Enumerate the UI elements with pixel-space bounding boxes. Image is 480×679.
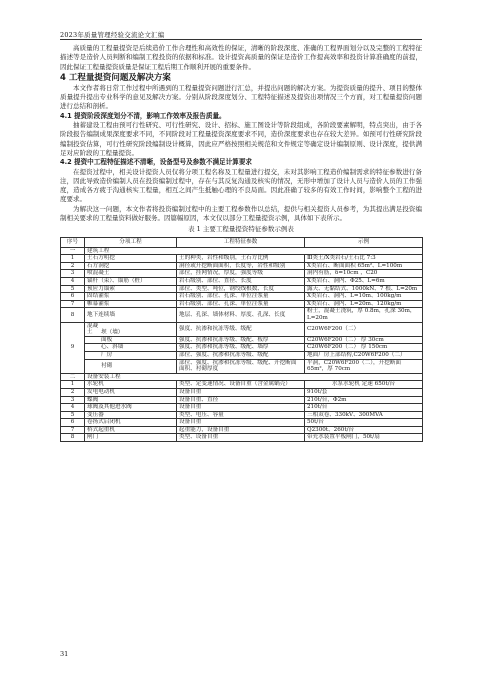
row-number: 3 (61, 396, 85, 404)
row-example: 210t/台 (305, 404, 423, 412)
row-number: 二 (61, 373, 85, 381)
table-row (61, 373, 423, 381)
subsection-heading-4-1: 4.1 提资阶段深度划分不清，影响工作效率及报告质量。 (60, 111, 226, 120)
row-param: 起重能力，设备自重 (177, 426, 305, 434)
table-row (61, 247, 423, 255)
table-row (61, 388, 423, 396)
row-item: 土石方明挖 (85, 255, 177, 263)
row-example: Ⅹ类岩石、洞内、Φ25、L=6m (305, 278, 423, 286)
row-item: 设备安装工程 (85, 373, 423, 381)
paragraph-1: 高质量的工程量提资是后续造价工作合理性和高效性的保证，清晰的阶段深度、准确的工程界面划分以及完整的工程特征描述等是造价人员判断和编制工程投资的依据和标准。设计提资高质量的保证是造价工作提高效率和投资计算准确度的前提，因此保证工程量提资质量是保证工程后期工作顺利开展的重要条件。 (60, 44, 422, 71)
row-example: 露天、无黏结式、1000kN、7 根、L=20m (305, 285, 423, 293)
table-row (61, 419, 423, 427)
table-title: 表 1 主要工程量提资特征参数示例表 (188, 225, 294, 234)
table-row (61, 396, 423, 404)
table-row (61, 344, 423, 352)
row-number: 2 (61, 262, 85, 270)
row-param: 部位、类型、吨位，钢绞线根数、长度 (177, 285, 305, 293)
row-example: C20W6F200（二） 厚 150cm (305, 344, 423, 352)
row-number: 7 (61, 426, 85, 434)
row-example: 平洞，C20W6F200（二），开挖断面 65m²，厚 70cm (305, 359, 423, 373)
row-item: 衬砌 (85, 359, 177, 373)
paragraph-5: 为解决这一问题，本文作者将投资编制过程中的主要工程参数作以总结，提供与相关提资人员参考，为其提出满足投资编制相关要求的工程量资料做好服务。因篇幅原因，本文仅以部分工程量提资示例，具体如下表所示。 (60, 204, 422, 223)
table-row (61, 351, 423, 359)
row-number: 6 (61, 293, 85, 301)
row-number: 6 (61, 419, 85, 427)
row-item: 预应力锚索 (85, 285, 177, 293)
table-row (61, 270, 423, 278)
row-param: 设备自重、直径 (177, 396, 305, 404)
table-header-row (61, 237, 423, 247)
row-subitem: 坝（墙） (101, 329, 124, 336)
row-param: 设备自重 (177, 419, 305, 427)
table-row (61, 285, 423, 293)
row-number: 5 (61, 411, 85, 419)
paragraph-4: 在提资过程中，相关设计提资人员仅将分项工程名称及工程量进行提交，未对其影响工程造价编制需求的特征参数进行备注，因此导致造价编制人员在投资编制过程中，存在与其反复沟通及核实的情况，无形中增加了设计人员与造价人员的工作强度，造成各方疲于沟通核实工程量，相互之间产生抵触心理的不良局面。因此准确了较多的有效工作时间，影响整个工程的进度要求。 (60, 167, 422, 204)
concrete-group-label: 混凝土 (87, 322, 99, 336)
row-example: 三相双卷、330kV、300MVA (305, 411, 423, 419)
body-text (60, 44, 422, 442)
row-item: 水轮机 (85, 381, 177, 389)
section-heading-4: 4 工程量提资问题及解决方案 (60, 72, 171, 83)
row-param: 部位、强度、抗渗和抗冻等级、级配、开挖断面面积、衬砌厚度 (177, 359, 305, 373)
row-item: 地下连续墙 (85, 308, 177, 322)
table-row (61, 322, 423, 336)
row-number: 4 (61, 278, 85, 286)
row-example: 粉土，混凝土浇筑，厚 0.8m，孔深 30m，L=20m (305, 308, 423, 322)
row-param: 类型、设备自重 (177, 434, 305, 442)
table-row (61, 293, 423, 301)
row-example: C20W6F200（二） (305, 322, 423, 336)
row-item: 闸门 (85, 434, 177, 442)
table-row (61, 262, 423, 270)
row-item: 卷扬式启闭机 (85, 419, 177, 427)
row-item: 锚杆（束）、锚筋（桩） (85, 278, 177, 286)
row-param: 设备自重 (177, 388, 305, 396)
table-row (61, 426, 423, 434)
row-example: 210t/台，Φ2m (305, 396, 423, 404)
row-number: 一 (61, 247, 85, 255)
row-param: 强度、抗渗和抗冻等级、级配 (177, 322, 305, 336)
table-row (61, 381, 423, 389)
row-param: 部位、强度、抗渗和抗冻等级、级配 (177, 351, 305, 359)
table-row (61, 255, 423, 263)
row-number: 1 (61, 381, 85, 389)
row-item: 面板 (85, 336, 177, 344)
table-row (61, 308, 423, 322)
row-example: 带充水装置平板闸门，50t/扇 (305, 434, 423, 442)
row-item: 喷混凝土 (85, 270, 177, 278)
row-number: 3 (61, 270, 85, 278)
row-number: 5 (61, 285, 85, 293)
row-number: 1 (61, 255, 85, 263)
row-item: 建筑工程 (85, 247, 423, 255)
page-number: 31 (60, 650, 69, 658)
table-row (61, 359, 423, 373)
row-example: Ⅹ类岩石、洞内、L=10m、100kg/m (305, 293, 423, 301)
row-example: Ⅹ类岩石、洞内、L=20m、120kg/m (305, 300, 423, 308)
table-row (61, 434, 423, 442)
row-item: 固结灌浆 (85, 293, 177, 301)
running-header: 2023年质量管理经验交流论文汇编 (60, 31, 165, 39)
row-number: 2 (61, 388, 85, 396)
row-param: 设备自重 (177, 404, 305, 412)
row-example: 50t/台 (305, 419, 423, 427)
row-param: 地层、孔深、墙体材料、厚度、孔深、长度 (177, 308, 305, 322)
row-param: 岩石级别、部位、直径、长度 (177, 278, 305, 286)
row-example: Q2300t、260t/台 (305, 426, 423, 434)
row-param: 类型、电压、容量 (177, 411, 305, 419)
row-number: 8 (61, 434, 85, 442)
row-example: C20W6F200（二） 厚 30cm (305, 336, 423, 344)
table-row (61, 300, 423, 308)
row-number: 8 (61, 308, 85, 322)
row-example: 洞内有筋，δ=10cm ，C20 (305, 270, 423, 278)
row-param: 强度、抗渗和抗冻等级、级配、墙厚 (177, 344, 305, 352)
row-item: 变压器 (85, 411, 177, 419)
row-param: 岩石级别、部位、孔深、单位注浆量 (177, 293, 305, 301)
row-param: 部位，挂网情况，厚度，强度等级 (177, 270, 305, 278)
row-param: 土的种类，岩性和级别，土石方比例 (177, 255, 305, 263)
row-number: 4 (61, 404, 85, 412)
row-item: 帷幕灌浆 (85, 300, 177, 308)
table-header-cell: 工程特征参数 (177, 237, 305, 247)
subsection-heading-4-2: 4.2 提资中工程特征描述不清晰，设备型号及参数不满足计算要求 (60, 158, 253, 167)
row-item: 球阀及其他进水阀 (85, 404, 177, 412)
row-param: 类型、定变速情况、设备自重（含金属蜗壳） (177, 381, 305, 389)
table-row (61, 278, 423, 286)
row-param: 洞径或开挖断面面积，长度等，岩性和级别 (177, 262, 305, 270)
row-item: 石方洞挖 (85, 262, 177, 270)
table-row (61, 404, 423, 412)
row-number: 7 (61, 300, 85, 308)
row-example: 水泵水轮机 定速 650t/台 (305, 381, 423, 389)
table-header-cell: 分项工程 (85, 237, 177, 247)
paragraph-2: 本文作者将日常工作过程中所遇到的工程量提资问题进行汇总，并提出问题的解决方案。为提资质量的提升、项目的整体质量提升提出专业科学的意见及解决方案。分别从阶段深度划分、工程特征描述及提资出项情况三个方面，对工程量提资问题进行总结和剖析。 (60, 83, 422, 111)
row-item: 发电电动机 (85, 388, 177, 396)
row-item: 厂房 (85, 351, 177, 359)
row-number: 9 (61, 322, 85, 373)
row-item: 心、斜墙 (85, 344, 177, 352)
row-item: 蝶阀 (85, 396, 177, 404)
table-header-cell: 序号 (61, 237, 85, 247)
row-example: Ⅹ类岩石、断面面积 65m²、L=100m (305, 262, 423, 270)
table-row (61, 336, 423, 344)
table-header-cell: 示例 (305, 237, 423, 247)
table-row (61, 411, 423, 419)
row-item: 桥式起重机 (85, 426, 177, 434)
parameter-table (60, 237, 423, 442)
row-param: 强度、抗渗和抗冻等级、级配、板厚 (177, 336, 305, 344)
row-example: 地面厂房上部结构,C20W6F200（二） (305, 351, 423, 359)
row-example: Ⅲ类土/Ⅹ类岩石/土石比 7:3 (305, 255, 423, 263)
header-rule (60, 39, 422, 40)
row-item (85, 322, 177, 336)
paragraph-3: 抽蓄建设工程由预可行性研究、可行性研究、设计、招标、施工图设计等阶段组成，各阶段要素解明，特点突出，由于各阶段报告编制成果深度要求不同，不同阶段对工程量提资深度要求不同，造价深度要求也存在较大差异。如预可行性研究阶段编制投资估算，可行性研究阶段编制设计概算，因此应严格按照相关规范和文件规定等确定设计编制原则、设计深度，提供满足对应阶段的工程量提资。 (60, 121, 422, 157)
row-example: 910t/套 (305, 388, 423, 396)
row-param: 岩石级别、部位、孔深、单位注浆量 (177, 300, 305, 308)
